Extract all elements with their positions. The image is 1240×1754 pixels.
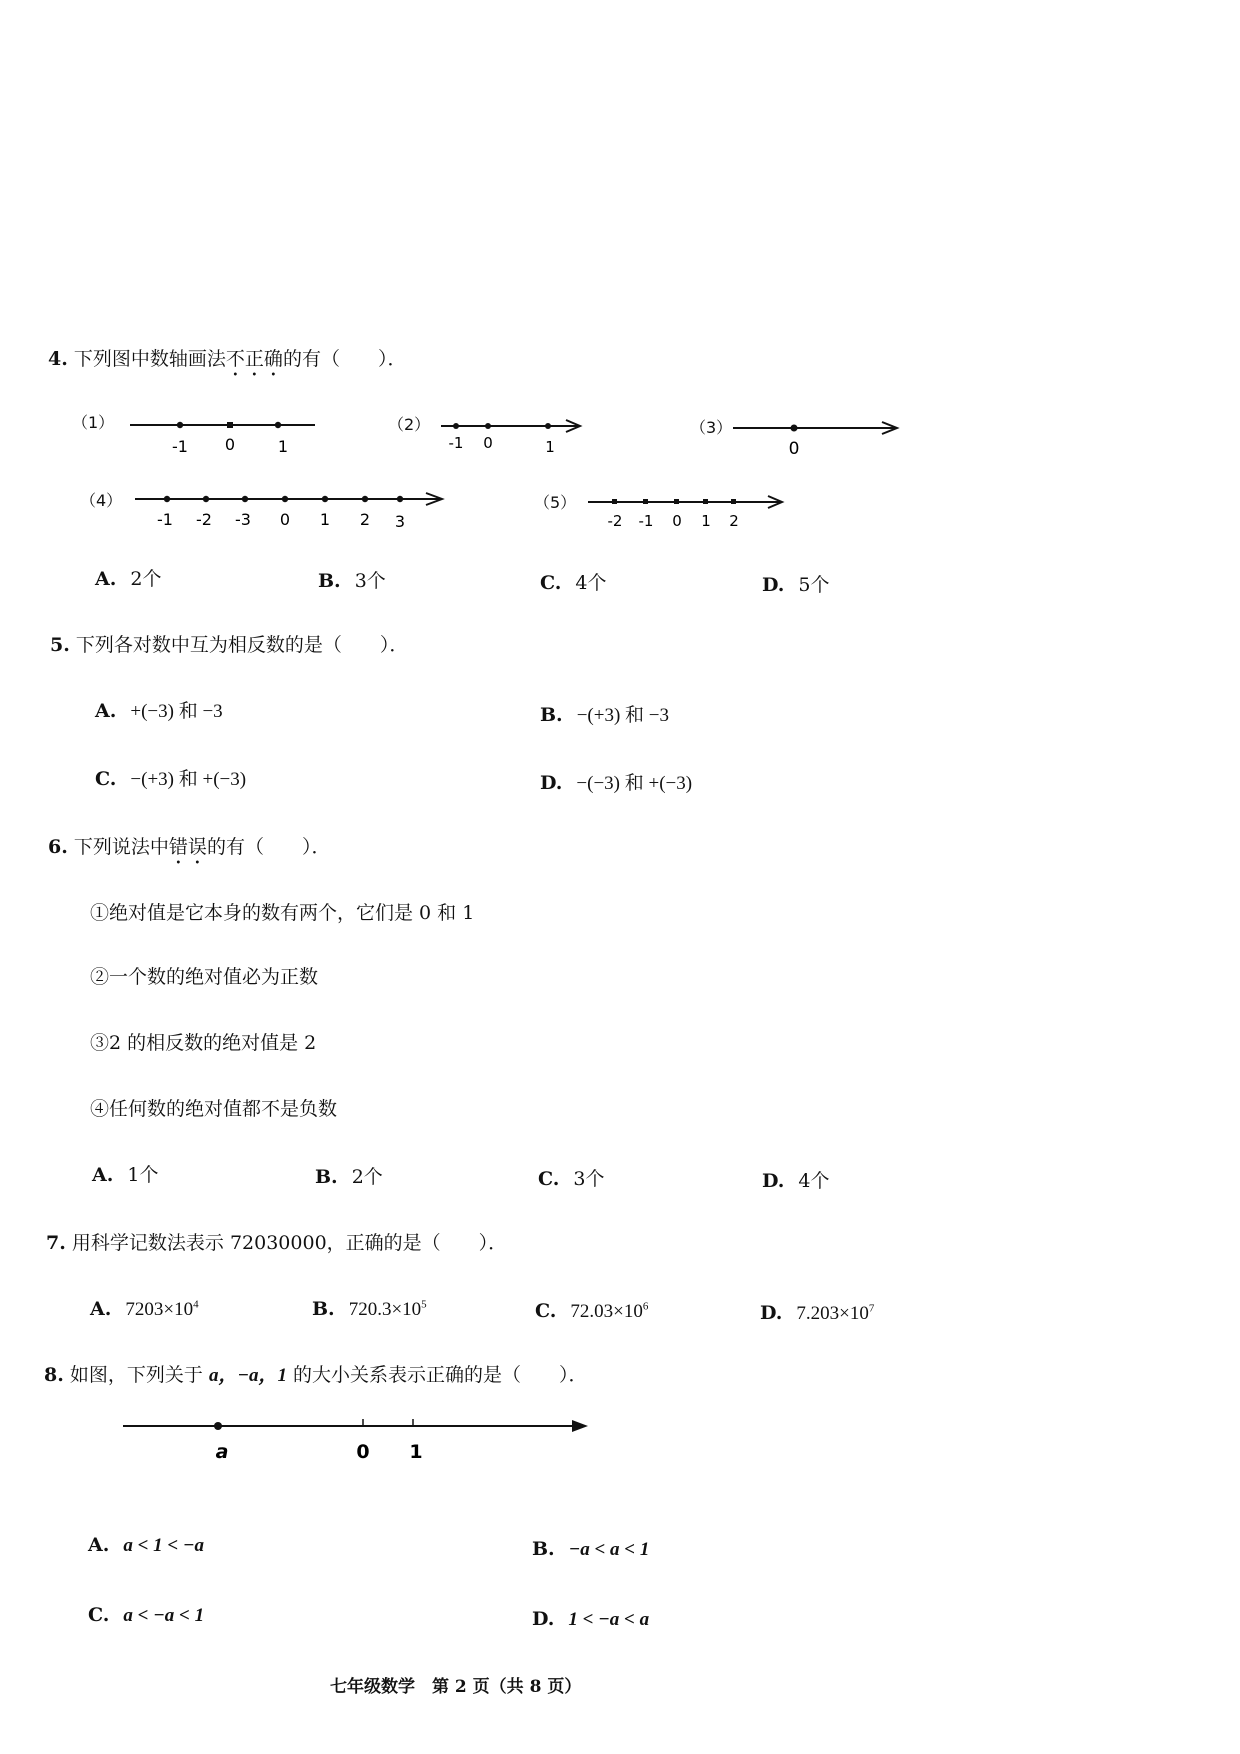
q5-text: 下列各对数中互为相反数的是（ ）． — [75, 634, 409, 656]
q4-text-pre: 下列图中数轴画法 — [73, 348, 226, 370]
q7-stem: 7. 用科学记数法表示 72030000，正确的是（ ）． — [46, 1232, 508, 1254]
q7-text: 用科学记数法表示 72030000，正确的是（ ）． — [71, 1232, 508, 1254]
axis4-point — [322, 496, 328, 502]
axis4-point — [282, 496, 288, 502]
q4-option-a[interactable]: A. 2个 — [95, 568, 162, 590]
q4-axis2-diagram — [438, 410, 588, 460]
q6-stem: 6. 下列说法中错误的有（ ）． — [48, 836, 331, 858]
page-footer: 七年级数学 第 2 页（共 8 页） — [330, 1677, 582, 1697]
q7-number: 7 — [46, 1232, 60, 1254]
axis4-point — [242, 496, 248, 502]
axis5-point — [674, 499, 679, 504]
axis2-point — [485, 423, 491, 429]
q7-option-c[interactable]: C. $72.03\times 10^6$ — [535, 1300, 649, 1322]
q8-axis-arrow — [572, 1420, 588, 1432]
q4-axis5-tag: （5） — [534, 493, 577, 512]
axis4-label: 1 — [319, 510, 331, 529]
axis5-point — [703, 499, 708, 504]
q6-text-emphasis: 错误 — [168, 836, 207, 858]
q4-text-emphasis: 不正确 — [225, 348, 283, 370]
axis2-label: 1 — [545, 438, 555, 456]
axis4-label: 0 — [279, 510, 291, 529]
axis2-point — [545, 423, 551, 429]
axis3-point — [791, 425, 798, 432]
q6-statement-1: ①绝对值是它本身的数有两个，它们是 0 和 1 — [90, 902, 475, 924]
q4-axis1-diagram — [125, 410, 325, 460]
axis1-point — [275, 422, 281, 428]
axis4-label: -3 — [235, 510, 251, 529]
q8-stem: 8. 如图，下列关于 a，−a，1 的大小关系表示正确的是（ ）． — [44, 1364, 588, 1386]
q4-axis4-diagram — [130, 484, 450, 534]
q8-vars: a，−a，1 — [208, 1365, 287, 1386]
axis3-label: 0 — [788, 439, 800, 459]
q6-statement-4: ④任何数的绝对值都不是负数 — [90, 1098, 338, 1120]
axis4-point — [362, 496, 368, 502]
q4-axis5-diagram — [585, 486, 790, 536]
q5-stem: 5. 下列各对数中互为相反数的是（ ）． — [50, 634, 409, 656]
axis5-label: 1 — [701, 512, 711, 530]
axis5-point — [731, 499, 736, 504]
q6-option-a[interactable]: A. 1个 — [92, 1164, 159, 1186]
q4-axis4-tag: （4） — [80, 491, 123, 510]
q4-number: 4 — [48, 348, 62, 370]
q4-axis2-tag: （2） — [388, 415, 431, 434]
axis4-label: -1 — [157, 510, 173, 529]
q7-option-a[interactable]: A. $7203\times 10^4$ — [90, 1298, 199, 1320]
axis1-point — [177, 422, 183, 428]
axis5-label: -1 — [638, 512, 654, 530]
q6-text-post: 的有（ ）． — [206, 836, 331, 858]
q8-number-line — [120, 1410, 600, 1470]
q5-option-a[interactable]: A. +(−3) 和 −3 — [95, 700, 223, 722]
q8-text-pre: 如图，下列关于 — [69, 1364, 209, 1386]
q6-option-b[interactable]: B. 2个 — [315, 1166, 383, 1188]
axis5-label: -2 — [607, 512, 623, 530]
q6-number: 6 — [48, 836, 62, 858]
q8-option-d[interactable]: D. 1 < −a < a — [532, 1608, 650, 1630]
q8-point-a — [214, 1422, 222, 1430]
axis4-point — [397, 496, 403, 502]
q6-statement-2: ②一个数的绝对值必为正数 — [90, 966, 319, 988]
axis4-point — [164, 496, 170, 502]
q8-option-a[interactable]: A. a < 1 < −a — [88, 1534, 205, 1556]
q8-label-1: 1 — [409, 1441, 423, 1463]
q8-number: 8 — [44, 1364, 58, 1386]
q4-axis3-tag: （3） — [690, 418, 733, 437]
q8-label-a: a — [215, 1441, 229, 1463]
axis4-label: 3 — [394, 512, 406, 531]
axis1-label: 1 — [277, 437, 289, 456]
q4-option-c[interactable]: C. 4个 — [540, 572, 607, 594]
q6-option-c[interactable]: C. 3个 — [538, 1168, 605, 1190]
axis5-label: 2 — [729, 512, 739, 530]
q8-label-0: 0 — [356, 1441, 370, 1463]
q4-option-d[interactable]: D. 5个 — [762, 574, 830, 596]
q6-statement-3: ③2 的相反数的绝对值是 2 — [90, 1032, 317, 1054]
q4-axis3-diagram — [730, 412, 905, 462]
axis2-label: 0 — [483, 434, 493, 452]
q4-text-post: 的有（ ）． — [282, 348, 407, 370]
q5-number: 5 — [50, 634, 64, 656]
q4-stem: 4. 下列图中数轴画法不正确的有（ ）． — [48, 348, 407, 370]
q8-option-b[interactable]: B. −a < a < 1 — [532, 1538, 650, 1560]
q8-text-post: 的大小关系表示正确的是（ ）． — [286, 1364, 588, 1386]
axis1-label: 0 — [224, 435, 236, 454]
axis5-point — [643, 499, 648, 504]
axis2-label: -1 — [448, 434, 464, 452]
q6-text-pre: 下列说法中 — [73, 836, 169, 858]
axis2-point — [453, 423, 459, 429]
axis5-point — [612, 499, 617, 504]
q6-option-d[interactable]: D. 4个 — [762, 1170, 830, 1192]
axis4-point — [203, 496, 209, 502]
axis1-label: -1 — [172, 437, 188, 456]
q7-option-b[interactable]: B. $720.3\times 10^5$ — [312, 1298, 427, 1320]
q8-option-c[interactable]: C. a < −a < 1 — [88, 1604, 205, 1626]
axis5-label: 0 — [672, 512, 682, 530]
q5-option-c[interactable]: C. −(+3) 和 +(−3) — [95, 768, 247, 790]
axis4-label: 2 — [359, 510, 371, 529]
axis4-label: -2 — [196, 510, 212, 529]
q4-axis1-tag: （1） — [72, 413, 115, 432]
axis1-origin — [227, 422, 233, 428]
q5-option-d[interactable]: D. −(−3) 和 +(−3) — [540, 772, 693, 794]
q4-option-b[interactable]: B. 3个 — [318, 570, 386, 592]
q7-option-d[interactable]: D. $7.203\times 10^7$ — [760, 1302, 875, 1324]
q5-option-b[interactable]: B. −(+3) 和 −3 — [540, 704, 669, 726]
